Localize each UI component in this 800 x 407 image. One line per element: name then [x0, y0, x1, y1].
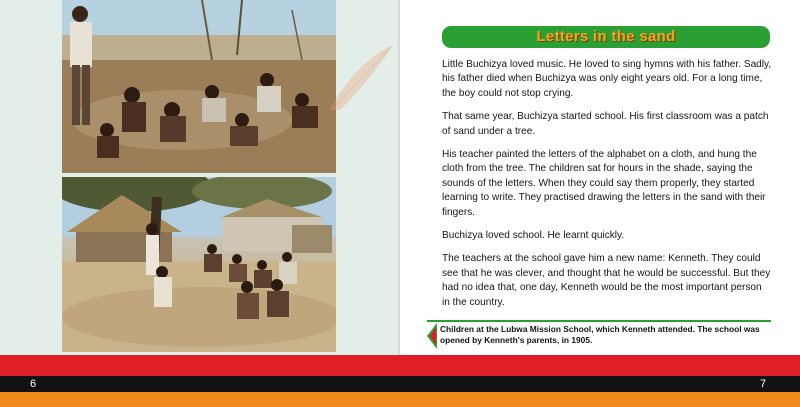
paragraph: His teacher painted the letters of the alphabet on a cloth, and hung the cloth from the tree. The children sat for hours in the shade, saying the sounds of the letters. When they could say them properly, they started learning to write. They practised drawing the letters in the sand with their fingers.: [442, 149, 766, 218]
page-number-left: 6: [30, 378, 37, 390]
page-title: Letters in the sand: [442, 26, 770, 48]
paragraph: Little Buchizya loved music. He loved to sing hymns with his father. Sadly, his father died when Buchizya was only eight years old. For a long time, the boy could not stop crying.: [442, 59, 772, 99]
paragraph: Buchizya loved school. He learnt quickly.: [442, 230, 625, 242]
paragraph: That same year, Buchizya started school. His first classroom was a patch of sand under a tree.: [442, 111, 769, 137]
feather-watermark-icon: [325, 40, 395, 120]
photo-illustration-bottom: [62, 177, 336, 352]
footer-stripe-black: [0, 376, 800, 392]
children-writing-in-sand-photo: [62, 0, 336, 173]
body-text: [442, 58, 772, 319]
photo-illustration-top: [62, 0, 336, 173]
footer-stripe-red: [0, 355, 800, 376]
page-number-right: 7: [760, 378, 767, 390]
footer-stripe-orange: [0, 392, 800, 407]
caption-divider: [427, 320, 771, 322]
paragraph: The teachers at the school gave him a new name: Kenneth. They could see that he was clever, and thought that he would be successful. But they had no idea that, one day, Kenneth would be the most important person in the country.: [442, 253, 771, 308]
photo-caption: Children at the Lubwa Mission School, which Kenneth attended. The school was opened by Kenneth's parents, in 1905.: [440, 324, 760, 345]
mission-school-huts-photo: [62, 177, 336, 352]
caption-arrow-inner-icon: [430, 327, 436, 345]
